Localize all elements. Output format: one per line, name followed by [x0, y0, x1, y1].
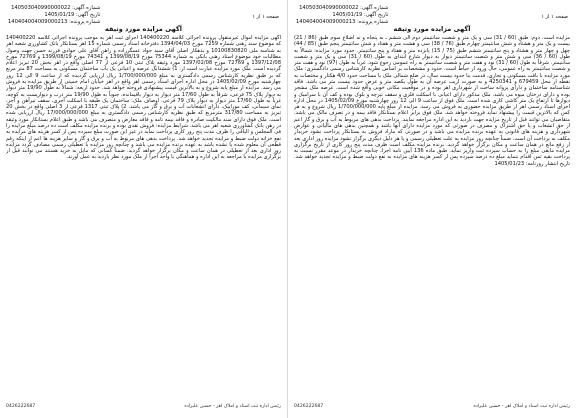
case-number: شماره پرونده: 140404004009000213	[296, 19, 389, 25]
notice-footer	[294, 404, 570, 410]
notice-title: آگهی مزایده مورد وثیقه	[393, 25, 471, 33]
notice-number: شماره آگهی: 140503040990000022	[11, 5, 101, 11]
notice-number: شماره آگهی: 140503040990000022	[299, 5, 389, 11]
notice-footer	[6, 404, 281, 410]
right-notice-page	[288, 0, 576, 418]
notice-date: تاریخ آگهی: 1405/01/19	[332, 12, 389, 18]
page-number: صفحه ۱ از ۱	[541, 14, 568, 20]
page-number: صفحه ۱ از ۱	[252, 14, 279, 20]
office-signature: رئیس اداره ثبت اسناد و املاک اهر - حسین علیزاده	[184, 404, 281, 409]
notice-date: تاریخ آگهی: 1405/01/19	[44, 12, 101, 18]
notice-body	[6, 35, 281, 412]
notice-title: آگهی مزایده مورد وثیقه	[105, 25, 182, 33]
footer-code: 0426222687	[6, 404, 36, 409]
office-signature: رئیس اداره ثبت اسناد و املاک اهر - حسین علیزاده	[473, 404, 570, 409]
notice-body	[294, 35, 570, 412]
case-number: شماره پرونده: 140404004009000213	[8, 19, 101, 25]
footer-code: 0426222687	[294, 404, 324, 409]
notice-body-text: مزایده است. دوم: طبق (60 / 31) سی و یک متر و شصت سانتیمتر دوم الی ششم ـ به پنجاه و نه اضلاع سوم طبق (86 / 21) بیست و یک متر و هشتاد و شش سانتیمتر چهارم طبق (76 / 38) سی و هشت متر و هفتاد و شش سانتیمتر پنجم طبق (85 / 44) چهل و چهار متر و هشتاد و پنج سانتیمتر ششم طبق (75 / 15) پانزده متر و هفتاد و پنج سانتیمتر. حدود مورد مزایده: شمالاً به طول (60 / 36) سی و شش متر و شصت سانتیمتر دیوار به دیوار شارع ابتدای به طول (60 / 31) سی و یک متر و شصت سانتیمتر. شرقاً به طول (60 / 31) نود و هفت متر و شصت سانتیمتر به راه عمومی رجوع شود. غرباً به طول (97) نود و هفت متر و شصت سانتیمتر به راه عمومی، حال ورود از حیاط است. حدود و مشخصات بر اساس نظریه کارشناس رسمی دادگستری: ملک مورد مزایده با بافت مسکونی و تجاری، قدمت بنا حدود بیست سال، در ضلع شمالی ملک با مساحت حدود 4/0 هکتار و مختصات به نقطه از محل 679459 و 4250341 و به صورت اریب عرصه آن به طول یکصد متر و عرض حدود بیست متر می باشد. فاقد شناسنامه ساختمان و دارای پروانه ساخت از شهرداری اهر بوده و در موقعیت مکانی خوبی واقع شده است. عرصه ملک مشجر بوده و دارای درختان میوه می باشد. ملک مذکور دارای اعیانی با اسکلت فلزی و سقف تیرچه و بلوک بوده و کف آن با سرامیک و دیوارها تا ارتفاع یک متر کاشی کاری شده است. ملک فوق از ساعت 9 الی 12 روز چهارشنبه مورخ 1405/02/09 در محل اداره اجرای اسناد رسمی اهر از طریق مزایده حضوری به فروش می رسد. مزایده از مبلغ پایه 1/700/000/000 ریال شروع و به هر کس که بالاترین قیمت را پیشنهاد نماید فروخته خواهد شد. ملک فوق برابر اعلام بستانکار فاقد بیمه و در تصرف مالک می باشد. متقاضیان می توانند قبل از تاریخ مزایده جهت بازدید به این اداره مراجعه نمایند. پرداخت بدهی های مربوط به آب و برق و گاز اعم از حق انشعاب و یا حق اشتراک و مصرف در صورتی که مورد مزایده دارای آنها باشد و همچنین بدهی های مالیاتی و عوارض شهرداری و هزینه های قانونی به عهده برنده مزایده می باشد و در صورتی که مازاد فروش به بستانکار پرداخت نشود خریدار مکلف به پرداخت آن است. ضمناً چنانچه روز مزایده به علت تعطیلی رسمی و یا هر دلیل دیگری برگزار نشود مزایده روز اداری بعد از رفع مانع در همان ساعت و مکان برگزار خواهد گردید. برنده مزایده مکلف است ظرف مدت پنج روز کاری از تاریخ برگزاری مزایده مابقی مبلغ را به حساب سپرده ثبت واریز نماید. طبق ماده 136 آیین نامه اجرا، چنانچه خریدار در موعد مقرر نسبت به پرداخت بقیه ثمن اقدام ننماید مبلغ ده درصد سپرده پس از کسر هزینه های مزایده به نفع دولت ضبط و مزایده تجدید خواهد شد. تاریخ انتشار روزنامه: 1405/01/23	[294, 35, 570, 167]
notice-meta	[8, 5, 100, 26]
notice-body-text: آگهی مزایده اموال غیرمنقول پرونده اجرائی کلاسه 140400220 اجرای ثبت اهر به موجب پرونده اجرائی کلاسه 140400220 که موضوع سند رهنی شماره 7259 مورخ 1394/04/03 دفترخانه اسناد رسمی شماره 15 اهر بستانکار بانک کشاورزی شعبه اهر به شناسه ملی 10100830820 و بدهکار اصلی آقای سید جواد عسگرزاده و راهن آقای علی جوادی فرزند حسن جهت وصول مطالبات خود موضوع اسناد رهنی بانکی به شماره 75344 مورخ 1399/08/19 و 74341 مورخ 1399/08/19 و 72769 مورخ 1397/12/08 و 72769 مورخ 1397/02/08 مورد وثیقه پلاک ثبتی 10 فرعی از 77 اصلی واقع در اهر بخش 20 تبریز اعلام گردیده است. ملک مورد مزایده عبارت است از: 1) ششدانگ عرصه و اعیانی یک باب ساختمان مسکونی به مساحت 87 متر مربع که بر طبق نظریه کارشناس رسمی دادگستری به مبلغ 1/700/000/000 ریال ارزیابی گردیده که از ساعت 9 الی 12 روز چهارشنبه مورخ 1405/02/09 در محل اداره اجرای اسناد رسمی اهر واقع در اهر خیابان امام خمینی از طریق مزایده به فروش می رسد. مزایده از مبلغ پایه شروع و به بالاترین قیمت پیشنهادی فروخته خواهد شد. حدود اربعه: شمالاً به طول 19/90 متر دیوار به دیوار پلاک 75 فرعی، شرقاً به طول 17/60 متر دیوار به دیوار باقیمانده، جنوباً به طول 19/90 متر درب و دیواریست به کوچه، غرباً به طول 17/60 متر دیوار به دیوار پلاک 79 فرعی. اوصاف ملک: ساختمان یک طبقه با اسکلت آجری، سقف تیرآهن و آجر، نمای سیمانی، کف موزاییک، دارای انشعابات آب و برق و گاز می باشد. 2) پلاک ثبتی 1317 فرعی از 3 اصلی واقع در بخش 20 تبریز به مساحت 317/80 مترمربع که طبق نظریه کارشناس رسمی دادگستری به مبلغ 17/000/000/000 ریال ارزیابی شده است. ملک فوق دارای سند مالکیت صادره و فاقد بیمه نامه و فاقد معارض و متصرف می باشد و طبق اعلام بستانکار مورد وثیقه در رهن بانک کشاورزی شعبه اهر می باشد. شرایط مزایده: فروش نقدی بوده و برنده مزایده مکلف است ده درصد مبلغ مزایده را فی المجلس و الباقی را ظرف مدت پنج روز کاری پرداخت نماید در غیر این صورت مبلغ سپرده پس از کسر هزینه های مزایده به نفع خزانه دولت ضبط و مزایده تجدید خواهد شد. پرداخت بدهی های مربوط به آب و برق و گاز و سایر هزینه ها اعم از اینکه رقم قطعی آن معلوم شده یا نشده باشد به عهده برنده مزایده می باشد و چنانچه روز مزایده با تعطیلی رسمی مصادف گردد مزایده روز اداری بعد از تعطیلی در همان ساعت و مکان برگزار خواهد گردید. ضمناً کسانی که مایل به خرید هستند می توانند قبل از برگزاری مزایده با مراجعه به این اداره و هماهنگی با واحد اجرا از ملک مورد نظر بازدید به عمل آورند.	[6, 35, 281, 161]
notice-meta	[296, 5, 388, 26]
